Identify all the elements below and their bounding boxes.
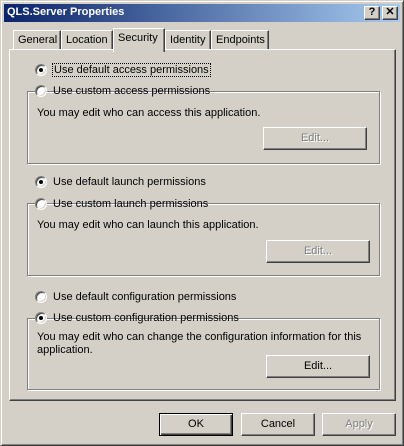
tab-identity[interactable] [165, 30, 211, 50]
radio-icon [35, 85, 47, 97]
launch-custom-radio[interactable] [35, 198, 209, 212]
configuration-description: You may edit who can change the configuration information for this application. [37, 331, 362, 356]
configuration-default-label: Use default configuration permissions [53, 291, 237, 303]
tab-security[interactable] [113, 28, 165, 52]
apply-button[interactable]: Apply [322, 413, 396, 436]
configuration-custom-label: Use custom configuration permissions [53, 312, 239, 324]
radio-icon [35, 176, 47, 188]
tab-endpoints[interactable] [211, 30, 269, 50]
access-custom-label: Use custom access permissions [53, 85, 211, 97]
configuration-edit-button[interactable]: Edit... [266, 355, 370, 378]
tab-location[interactable] [61, 30, 113, 50]
tab-general-label: General [18, 34, 58, 46]
access-default-radio[interactable] [35, 64, 209, 78]
access-default-label: Use default access permissions [54, 64, 209, 76]
tab-general[interactable] [13, 30, 61, 50]
configuration-default-radio[interactable] [35, 291, 237, 305]
launch-edit-button[interactable]: Edit... [266, 240, 370, 263]
tab-strip [1, 1, 404, 51]
launch-default-radio[interactable] [35, 176, 206, 190]
tab-identity-label: Identity [170, 34, 206, 46]
launch-description: You may edit who can launch this application. [37, 219, 259, 231]
radio-icon [35, 198, 47, 210]
access-description: You may edit who can access this application. [37, 107, 261, 119]
window-title: QLS.Server Properties [7, 6, 125, 18]
radio-icon [35, 312, 47, 324]
configuration-custom-radio[interactable] [35, 312, 239, 326]
close-button[interactable]: ✕ [382, 6, 398, 20]
radio-icon [35, 64, 47, 76]
ok-button[interactable]: OK [159, 413, 233, 436]
launch-custom-label: Use custom launch permissions [53, 198, 209, 210]
help-button[interactable]: ? [364, 6, 380, 20]
cancel-button[interactable]: Cancel [241, 413, 315, 436]
tab-location-label: Location [66, 34, 108, 46]
access-custom-radio[interactable] [35, 85, 211, 99]
tab-endpoints-label: Endpoints [216, 34, 265, 46]
access-edit-button[interactable]: Edit... [263, 127, 367, 150]
radio-icon [35, 291, 47, 303]
launch-default-label: Use default launch permissions [53, 176, 206, 188]
tab-security-label: Security [118, 32, 158, 44]
